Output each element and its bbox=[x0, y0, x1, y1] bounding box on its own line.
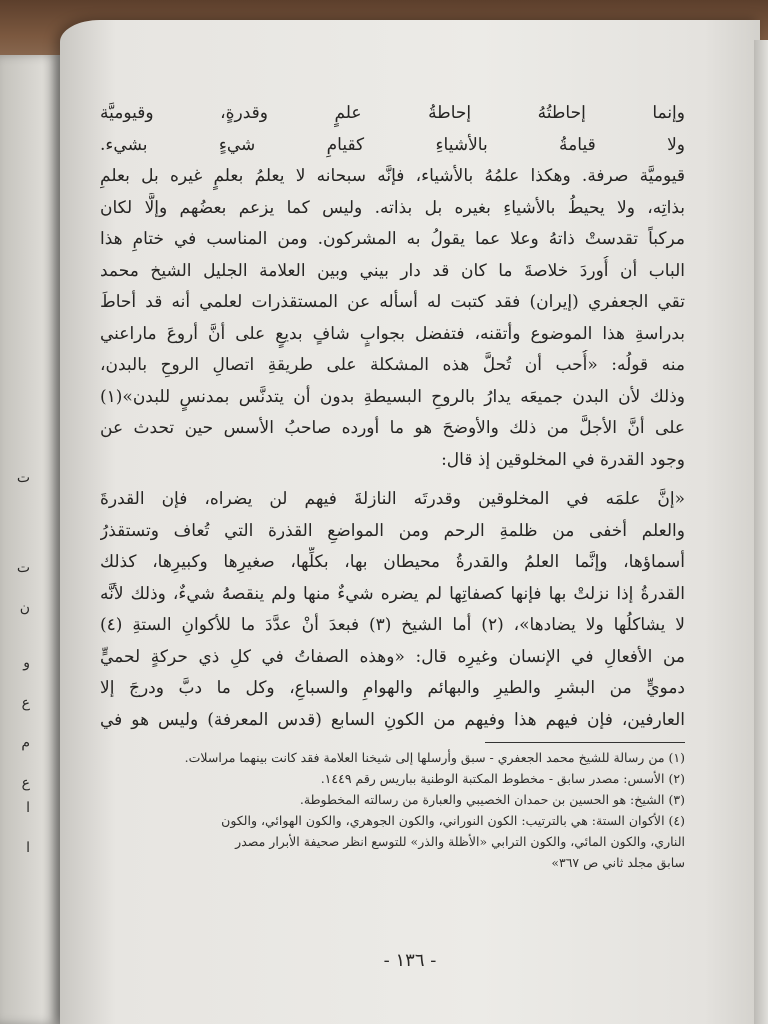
facing-page-fragment: م bbox=[21, 735, 30, 751]
book-page bbox=[60, 20, 760, 1024]
body-line: وذلك لأن البدن جميعَه يدارُ بالروحِ البسيطةِ بدون أن يتدنَّس بمدنسٍ للبدن»(١) bbox=[100, 386, 685, 407]
footnote: (١) من رسالة للشيخ محمد الجعفري - سبق وأرسلها إلى شيخنا العلامة فقد كانت بينهما مراسلات. bbox=[184, 750, 685, 765]
footnote: (٣) الشيخ: هو الحسين بن حمدان الخصيبي والعبارة من رسالته المخطوطة. bbox=[299, 792, 685, 807]
body-line: قيوميَّة صرفة. وهكذا علمُهُ بالأشياء، فإنَّه سبحانه لا يعلمُ بعلمٍ غيره بل بعلمِ bbox=[100, 166, 685, 186]
body-line: بدراسةِ هذا الموضوع وأتقنه، فتفضل بجوابٍ شافٍ بديعٍ على أنَّ أروعَ ماراعني bbox=[100, 323, 685, 344]
quote-line: القدرةُ إذا نزلتْ بها فإنها كصفاتِها لم يضره شيءٌ منها ولم ينقصهُ شيءٌ، وذلك لأنَّه bbox=[100, 583, 685, 604]
footnote: سابق مجلد ثاني ص ٣٦٧» bbox=[551, 855, 685, 870]
footnote: (٤) الأكوان الستة: هي بالترتيب: الكون النوراني، والكون الجوهري، والكون الهوائي، والكون bbox=[221, 813, 685, 828]
page-text bbox=[100, 98, 685, 873]
body-line: تقي الجعفري (إيران) فقد كتبت له أسأله عن المستقذرات لعلمي أنه قد أحاطَ bbox=[100, 292, 685, 312]
page-stack-edge bbox=[754, 40, 768, 1024]
quote-line: لا يشاكلُها ولا يضادها»، (٢) أما الشيخ (٣) فبعدَ أنْ عدَّدَ ما للأكوانِ الستةِ (٤) bbox=[100, 615, 685, 635]
footnote-rule bbox=[485, 742, 685, 743]
footnote: (٢) الأسس: مصدر سابق - مخطوط المكتبة الوطنية بباريس رقم ١٤٤٩. bbox=[320, 771, 685, 786]
facing-page-fragment: ع bbox=[21, 695, 30, 711]
body-line: وإنما إحاطتُهُ إحاطةُ علمٍ وقدرةٍ، وقيوميَّة bbox=[100, 103, 685, 123]
body-line: مركباً تقدستْ ذاتهُ وعلا عما يقولُ به المشركون. ومن المناسب في ختامِ هذا bbox=[100, 229, 685, 249]
facing-page-fragment: ن bbox=[19, 600, 30, 616]
facing-page-fragment: ت bbox=[16, 560, 30, 576]
quote-line: أسماؤها، وإنَّما العلمُ والقدرةُ محيطان بها، بكلِّها، صغيرِها وكبيرِها، كذلك bbox=[100, 552, 685, 572]
paragraph-gap bbox=[100, 476, 685, 484]
body-line: بذاتِه، ولا يحيطُ بالأشياءِ بغيره بل بذاته. وليس كما يزعم بعضُهم وإلَّا لكان bbox=[100, 197, 685, 218]
quote-line: «إنَّ علمَه في المخلوقين وقدرتَه النازلةَ فيهم لن يضراه، فإن القدرةَ bbox=[100, 489, 685, 509]
quote-line: والعلم أخفى من ظلمةِ الرحم ومن المواضعِ القذرة التي تُعاف وتستقذرُ bbox=[100, 520, 685, 541]
quote-line: دمويٍّ من البشرِ والطيرِ والبهائم والهوامِ والسباعِ، وكل ما دبَّ ودرجَ إلا bbox=[100, 678, 685, 698]
footnote: الناري، والكون المائي، والكون الترابي «الأظلة والذر» للتوسع انظر صحيفة الأبرار مصدر bbox=[235, 834, 685, 849]
page-number: - ١٣٦ - bbox=[383, 950, 437, 971]
facing-page-fragment: ا bbox=[26, 800, 30, 816]
facing-page-fragment: ت bbox=[16, 470, 30, 486]
quote-line: العارفين، فإن فيهم هذا وفيهم من الكونِ السابع (قدس المعرفة) وليس هو في bbox=[100, 709, 685, 730]
body-line: منه قولُه: «أُحب أن تُحلَّ هذه المشكلة على طريقةِ اتصالِ الروحِ بالبدن، bbox=[100, 355, 685, 375]
body-line: ولا قيامةُ بالأشياءِ كقيامِ شيءٍ بشيء. bbox=[100, 134, 685, 155]
body-line: وجود القدرة في المخلوقين إذ قال: bbox=[441, 449, 685, 470]
facing-page-edge bbox=[0, 55, 60, 1024]
body-line: الباب أن أُوردَ خلاصةَ ما كان قد دار بيني وبين العلامة الجليل الشيخ محمد bbox=[100, 260, 685, 281]
body-line: على أنَّ الأجلَّ من ذلك والأوضحَ هو ما أورده صاحبُ الأسس حين تحدث عن bbox=[100, 418, 685, 438]
facing-page-fragment: ا bbox=[26, 840, 30, 856]
facing-page-fragment: ع bbox=[21, 775, 30, 791]
facing-page-fragment: و bbox=[23, 655, 30, 671]
quote-line: من الأفعالِ في الإنسان وغيرِه قال: «وهذه الصفاتُ في كلِ ذي حركةٍ لحميٍّ bbox=[100, 646, 685, 667]
